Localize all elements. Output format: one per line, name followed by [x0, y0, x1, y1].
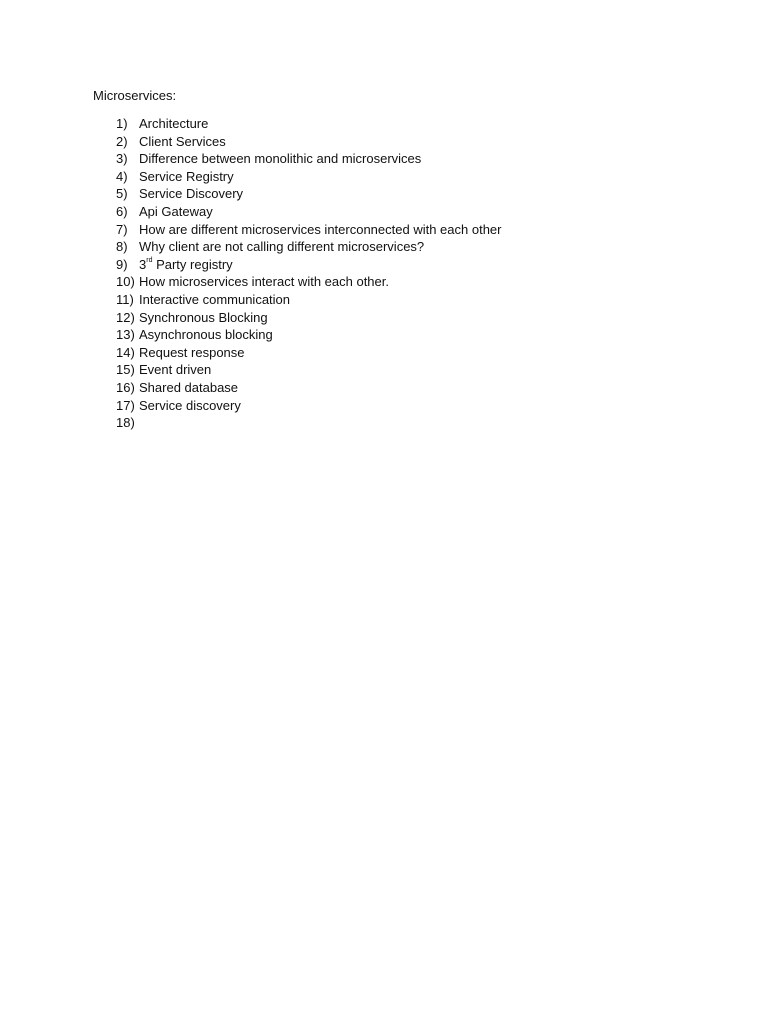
- document-heading: Microservices:: [93, 88, 177, 103]
- list-item-number: 4): [116, 168, 128, 184]
- list-item: [116, 291, 502, 309]
- list-item-text: Interactive communication: [139, 291, 291, 307]
- list-item-number: 13): [116, 327, 135, 343]
- list-item-text: Shared database: [139, 379, 239, 395]
- list-item: [116, 203, 502, 221]
- list-item: [116, 309, 502, 327]
- list-item-text: Client Services: [139, 133, 226, 149]
- list-item-number: 5): [116, 186, 128, 202]
- ordinal-rest: Party registry: [152, 256, 233, 272]
- list-item-number: 11): [116, 291, 134, 307]
- list-item-text: How microservices interact with each other.: [139, 274, 389, 290]
- list-item-number: 3): [116, 151, 128, 167]
- list-item-number: 1): [116, 116, 128, 131]
- list-item-number: 14): [116, 344, 135, 360]
- list-item-number: 18): [116, 415, 135, 431]
- list-item: [116, 379, 502, 397]
- list-item: [116, 397, 502, 415]
- list-item: [116, 414, 502, 432]
- list-item-text: Event driven: [139, 362, 212, 378]
- list-item: [116, 326, 502, 344]
- list-item: [116, 168, 502, 186]
- list-item-number: 2): [116, 133, 128, 149]
- list-item: [116, 185, 502, 203]
- list-item-text: Why client are not calling different microservices?: [139, 239, 425, 255]
- list-item: [116, 273, 502, 291]
- list-item-number: 10): [116, 274, 135, 290]
- list-item: [116, 115, 502, 133]
- list-item: [116, 361, 502, 379]
- list-item: [116, 221, 502, 239]
- list-item-text: [139, 256, 233, 274]
- ordinal-number: 3: [139, 256, 147, 272]
- list-item-text: Architecture: [139, 116, 209, 131]
- list-item-text: Service discovery: [139, 397, 241, 413]
- list-item-text: Asynchronous blocking: [139, 327, 273, 343]
- list-item-number: 16): [116, 379, 135, 395]
- list-item: [116, 150, 502, 168]
- list-item: [116, 238, 502, 256]
- list-item: [116, 256, 502, 274]
- list-item-text: How are different microservices interconnected with each other: [139, 221, 502, 237]
- list-item-text: Service Discovery: [139, 186, 244, 202]
- list-item-number: 6): [116, 203, 128, 219]
- topic-list: [116, 115, 502, 432]
- list-item-number: 15): [116, 362, 135, 378]
- list-item-number: 9): [116, 256, 128, 272]
- list-item-number: 17): [116, 397, 135, 413]
- list-item-text: Synchronous Blocking: [139, 309, 268, 325]
- list-item-text: Service Registry: [139, 168, 234, 184]
- list-item-number: 12): [116, 309, 135, 325]
- ordinal-suffix: rd: [146, 257, 153, 265]
- list-item-text: Api Gateway: [139, 203, 213, 219]
- list-item: [116, 133, 502, 151]
- list-item-text: Difference between monolithic and microservices: [139, 151, 422, 167]
- list-item-number: 7): [116, 221, 128, 237]
- list-item: [116, 344, 502, 362]
- list-item-text: Request response: [139, 344, 245, 360]
- list-item-number: 8): [116, 239, 128, 255]
